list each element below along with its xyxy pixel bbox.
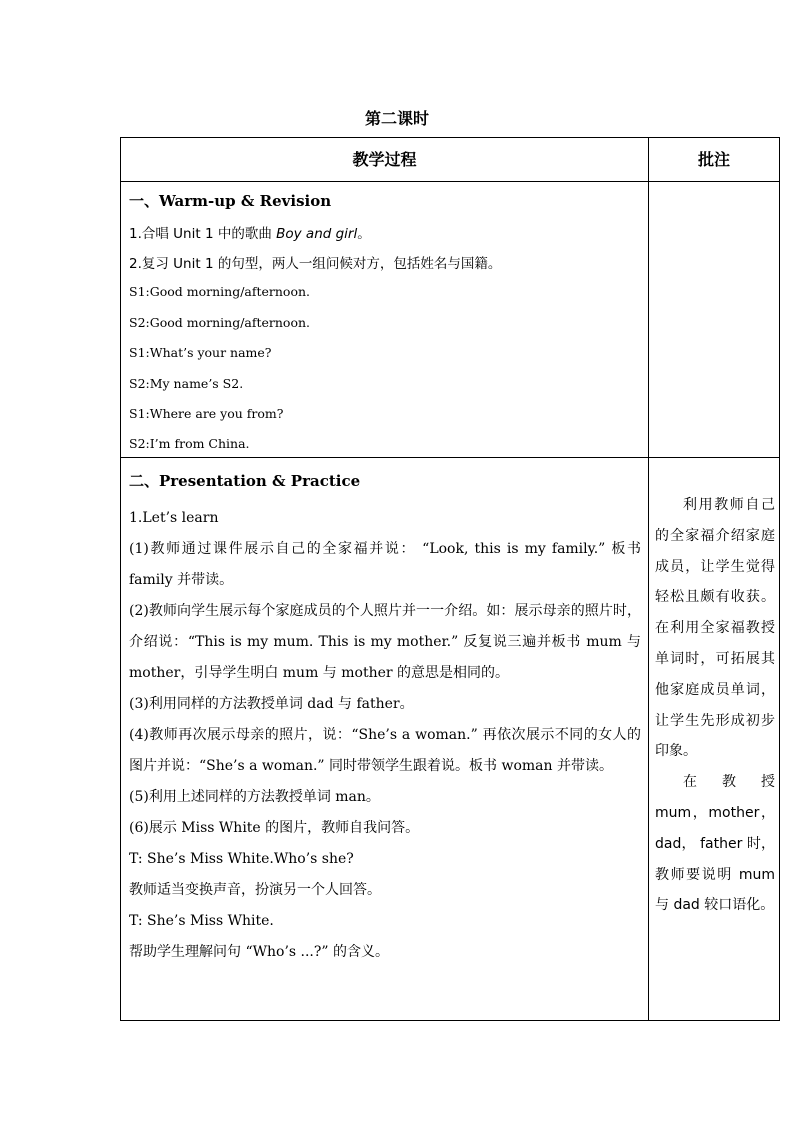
- section2-line: 帮助学生理解问句 “Who’s ...?” 的含义。: [129, 944, 389, 960]
- header-divider: [121, 181, 779, 182]
- section2-line: (3)利用同样的方法教授单词 dad 与 father。: [129, 696, 414, 712]
- section2-line: T: She’s Miss White.Who’s she?: [129, 851, 354, 867]
- section2-line: 1.Let’s learn: [129, 510, 219, 526]
- dialogue-line: S1:What’s your name?: [129, 345, 272, 360]
- section2-line: (6)展示 Miss White 的图片，教师自我问答。: [129, 820, 420, 836]
- section1-item2: 2.复习 Unit 1 的句型，两人一组问候对方，包括姓名与国籍。: [129, 256, 502, 272]
- dialogue-line: S1:Good morning/afternoon.: [129, 284, 311, 299]
- section2-line: (4)教师再次展示母亲的照片，说：“She’s a woman.” 再依次展示不同的女人的图片并说：“She’s a woman.” 同时带领学生跟着说。板书 woman 并带读。: [129, 727, 641, 774]
- note-paragraph-2: 在教授 mum，mother， dad， father 时，教师要说明 mum 与 dad 较口语化。: [655, 774, 775, 914]
- section2-body: [129, 503, 641, 968]
- notes-column-header: 批注: [697, 150, 730, 169]
- teacher-note: [655, 490, 775, 921]
- page-title: 第二课时: [364, 109, 429, 128]
- column-divider: [648, 138, 649, 1020]
- section1-item1: 1.合唱 Unit 1 中的歌曲 Boy and girl。: [129, 226, 371, 242]
- song-title: Boy and girl: [276, 226, 358, 242]
- section2-line: T: She’s Miss White.: [129, 913, 274, 929]
- note-paragraph-1: 利用教师自己的全家福介绍家庭成员，让学生觉得轻松且颇有收获。在利用全家福教授单词时，可拓展其他家庭成员单词，让学生先形成初步印象。: [655, 497, 775, 760]
- section-divider: [121, 457, 779, 458]
- section2-line: (5)利用上述同样的方法教授单词 man。: [129, 789, 380, 805]
- dialogue-line: S2:My name’s S2.: [129, 376, 244, 391]
- dialogue-line: S1:Where are you from?: [129, 406, 284, 421]
- process-column-header: 教学过程: [352, 150, 417, 169]
- section2-line: (1)教师通过课件展示自己的全家福并说： “Look, this is my family.” 板书 family 并带读。: [129, 541, 641, 588]
- section2-line: (2)教师向学生展示每个家庭成员的个人照片并一一介绍。如：展示母亲的照片时，介绍说：“This is my mum. This is my mother.” 反复说三遍并板书 mum 与 mother，引导学生明白 mum 与 mother 的意思是相同的。: [129, 603, 641, 681]
- lesson-plan-table: [120, 137, 780, 1021]
- section2-line: 教师适当变换声音，扮演另一个人回答。: [129, 882, 381, 898]
- dialogue-line: S2:I’m from China.: [129, 436, 250, 451]
- dialogue-line: S2:Good morning/afternoon.: [129, 315, 311, 330]
- section2-heading: 二、Presentation & Practice: [129, 472, 361, 490]
- section1-heading: 一、Warm-up & Revision: [129, 192, 332, 210]
